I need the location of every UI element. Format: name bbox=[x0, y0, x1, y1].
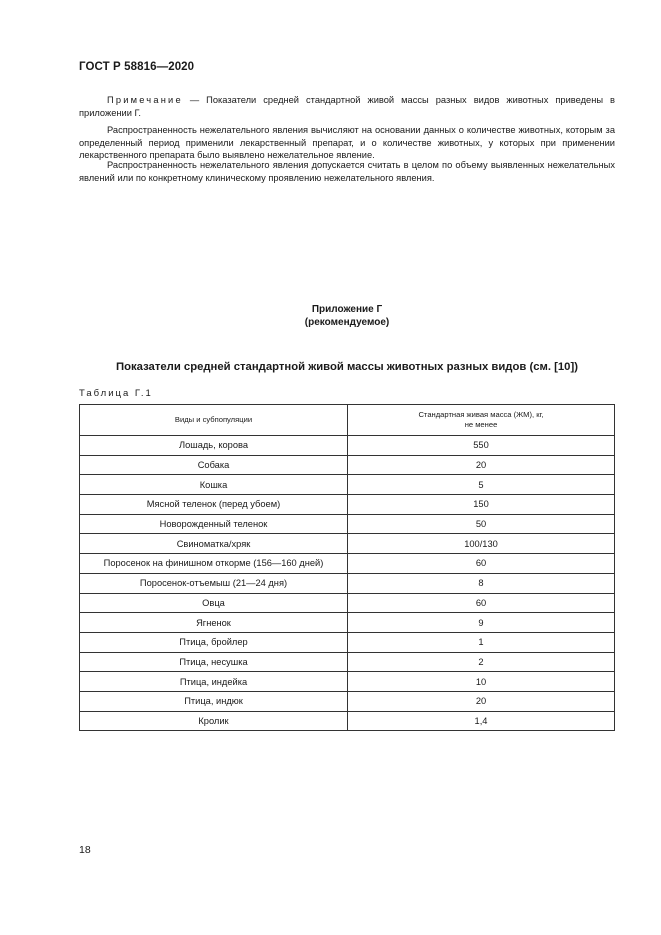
note-paragraph bbox=[79, 94, 615, 119]
table-row bbox=[80, 632, 615, 652]
table-row bbox=[80, 691, 615, 711]
table-label: Таблица Г.1 bbox=[79, 388, 153, 399]
species-cell: Свиноматка/хряк bbox=[80, 534, 348, 554]
species-cell: Птица, бройлер bbox=[80, 632, 348, 652]
mass-cell: 100/130 bbox=[348, 534, 615, 554]
species-cell: Кошка bbox=[80, 475, 348, 495]
table-row bbox=[80, 455, 615, 475]
table-row bbox=[80, 495, 615, 515]
header-mass-line1: Стандартная живая масса (ЖМ), кг, bbox=[418, 410, 544, 419]
mass-cell: 2 bbox=[348, 652, 615, 672]
mass-cell: 5 bbox=[348, 475, 615, 495]
table-row bbox=[80, 436, 615, 456]
mass-cell: 9 bbox=[348, 613, 615, 633]
species-cell: Поросенок на финишном откорме (156—160 дней) bbox=[80, 554, 348, 574]
mass-cell: 150 bbox=[348, 495, 615, 515]
appendix-title: Приложение Г bbox=[311, 304, 383, 315]
table-row bbox=[80, 534, 615, 554]
section-title: Показатели средней стандартной живой массы животных разных видов (см. [10]) bbox=[116, 361, 578, 373]
header-mass-line2: не менее bbox=[464, 420, 498, 429]
mass-cell: 1,4 bbox=[348, 711, 615, 731]
table-row bbox=[80, 593, 615, 613]
document-header: ГОСТ Р 58816—2020 bbox=[79, 61, 195, 73]
mass-cell: 8 bbox=[348, 573, 615, 593]
table-row bbox=[80, 672, 615, 692]
species-cell: Птица, несушка bbox=[80, 652, 348, 672]
table-row bbox=[80, 613, 615, 633]
species-cell: Птица, индейка bbox=[80, 672, 348, 692]
appendix-subtitle: (рекомендуемое) bbox=[304, 317, 390, 328]
note-label: Примечание bbox=[107, 95, 183, 105]
mass-cell: 1 bbox=[348, 632, 615, 652]
species-cell: Кролик bbox=[80, 711, 348, 731]
table-row bbox=[80, 573, 615, 593]
table-row bbox=[80, 514, 615, 534]
species-cell: Лошадь, корова bbox=[80, 436, 348, 456]
mass-cell: 60 bbox=[348, 554, 615, 574]
mass-table bbox=[79, 404, 615, 731]
species-cell: Поросенок-отъемыш (21—24 дня) bbox=[80, 573, 348, 593]
species-cell: Собака bbox=[80, 455, 348, 475]
appendix-heading bbox=[79, 303, 615, 329]
species-cell: Овца bbox=[80, 593, 348, 613]
species-cell: Ягненок bbox=[80, 613, 348, 633]
mass-cell: 550 bbox=[348, 436, 615, 456]
table-header-row bbox=[80, 405, 615, 436]
body-paragraph: Распространенность нежелательного явления вычисляют на основании данных о количестве животных, которым за определенный период применили лекарственный препарат, и о количестве животных, у которых при применении лекарственного препарата было выявлено нежелательное явление. bbox=[79, 125, 615, 161]
body-paragraph: Распространенность нежелательного явления допускается считать в целом по объему выявленных нежелательных явлений или по конкретному клиническому проявлению нежелательного явления. bbox=[79, 160, 615, 183]
table-row bbox=[80, 711, 615, 731]
mass-cell: 60 bbox=[348, 593, 615, 613]
table-row bbox=[80, 475, 615, 495]
page-number: 18 bbox=[79, 844, 91, 856]
header-species: Виды и субпопуляции bbox=[80, 405, 348, 436]
mass-cell: 10 bbox=[348, 672, 615, 692]
mass-cell: 50 bbox=[348, 514, 615, 534]
species-cell: Птица, индюк bbox=[80, 691, 348, 711]
species-cell: Новорожденный теленок bbox=[80, 514, 348, 534]
note-text: — Показатели средней стандартной живой массы разных видов животных приведены в приложении Г. bbox=[79, 95, 615, 118]
header-mass bbox=[348, 405, 615, 436]
table-body bbox=[80, 436, 615, 731]
mass-cell: 20 bbox=[348, 455, 615, 475]
table-row bbox=[80, 652, 615, 672]
species-cell: Мясной теленок (перед убоем) bbox=[80, 495, 348, 515]
table-row bbox=[80, 554, 615, 574]
mass-cell: 20 bbox=[348, 691, 615, 711]
